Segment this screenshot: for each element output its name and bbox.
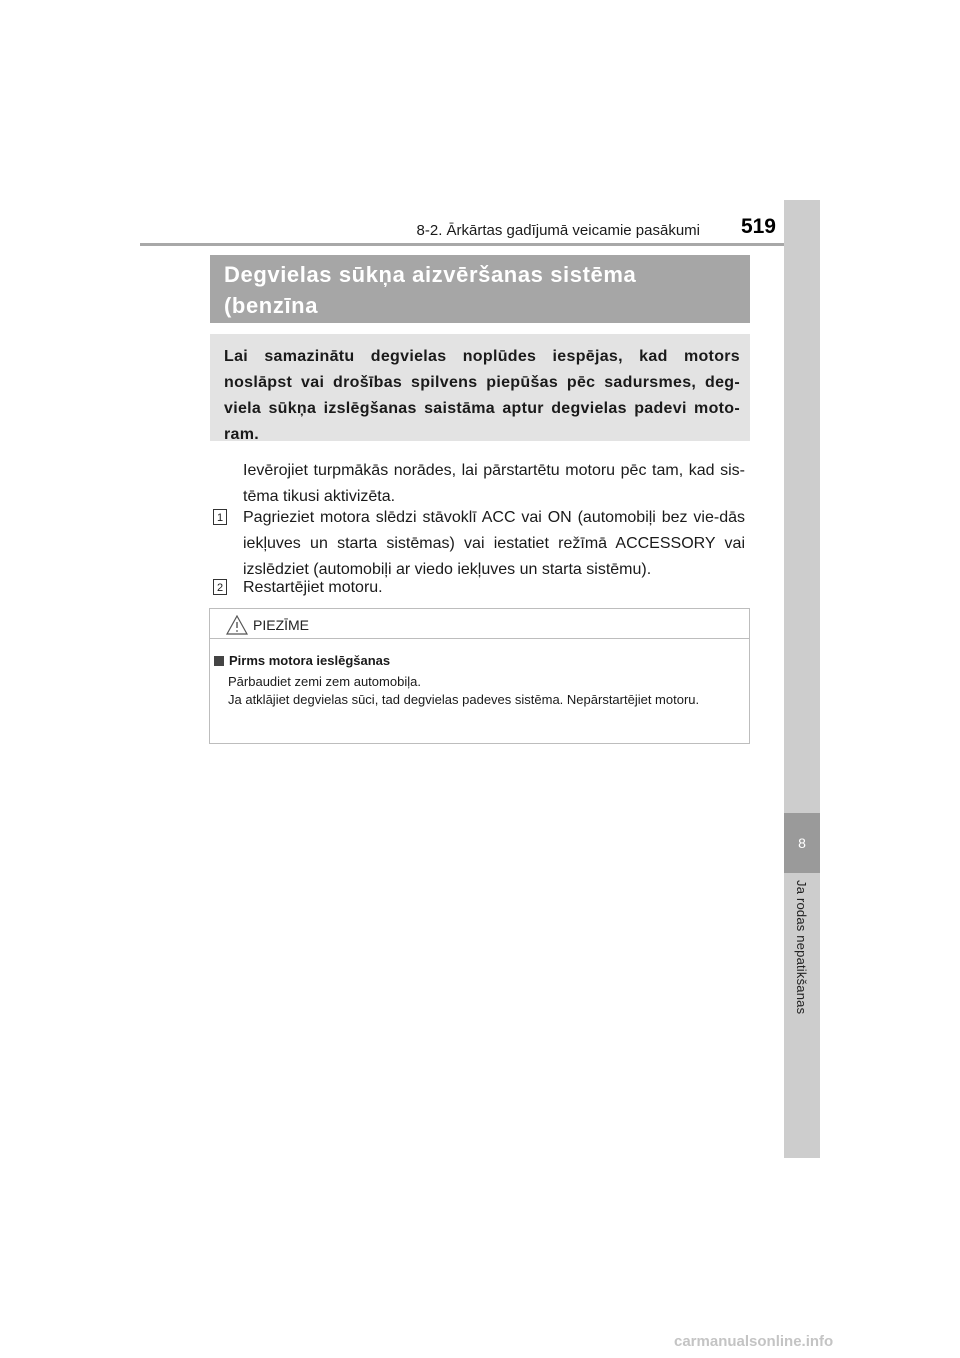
body-paragraph: Ievērojiet turpmākās norādes, lai pārstartētu motoru pēc tam, kad sis-tēma tikusi aktivizēta. bbox=[243, 462, 745, 505]
section-title bbox=[210, 255, 750, 323]
note-box bbox=[209, 608, 750, 744]
square-bullet-icon bbox=[214, 656, 224, 666]
chapter-number: 8 bbox=[784, 813, 820, 873]
chapter-side-tab bbox=[784, 200, 820, 1158]
note-line-1: Pārbaudiet zemi zem automobiļa. bbox=[228, 674, 421, 689]
step-number-badge: 2 bbox=[213, 579, 227, 595]
note-label: PIEZĪME bbox=[253, 617, 310, 633]
header-divider bbox=[140, 243, 820, 246]
step-text: Pagrieziet motora slēdzi stāvoklī ACC vai ON (automobiļi bez vie-dās iekļuves un starta sistēmas) vai iestatiet režīmā ACCESSORY vai izslēdziet (automobiļi ar viedo iekļuves un starta sistēmu). bbox=[243, 509, 745, 578]
note-item-title: Pirms motora ieslēgšanas bbox=[229, 653, 391, 668]
intro-summary: Lai samazinātu degvielas noplūdes iespējas, kad motors noslāpst vai drošības spilvens piepūšas pēc sadursmes, deg-viela sūkņa izslēgšanas saistāma aptur degvielas padevi moto-ram. bbox=[210, 334, 750, 441]
watermark: carmanualsonline.info bbox=[674, 1333, 834, 1350]
warning-icon bbox=[226, 615, 248, 635]
note-header bbox=[210, 609, 749, 639]
header-section-title: 8-2. Ārkārtas gadījumā veicamie pasākumi bbox=[416, 222, 700, 239]
section-title-line1: Degvielas sūkņa aizvēršanas sistēma (benzīna bbox=[224, 262, 637, 318]
chapter-title: Ja rodas nepatikšanas bbox=[794, 880, 809, 1015]
note-body bbox=[228, 673, 740, 709]
page-number: 519 bbox=[740, 215, 776, 238]
note-item-heading bbox=[214, 653, 390, 668]
step-text: Restartējiet motoru. bbox=[243, 579, 383, 596]
step-number-badge: 1 bbox=[213, 509, 227, 525]
note-line-2: Ja atklājiet degvielas sūci, tad degvielas padeves sistēma. Nepārstartējiet motoru. bbox=[228, 692, 700, 707]
